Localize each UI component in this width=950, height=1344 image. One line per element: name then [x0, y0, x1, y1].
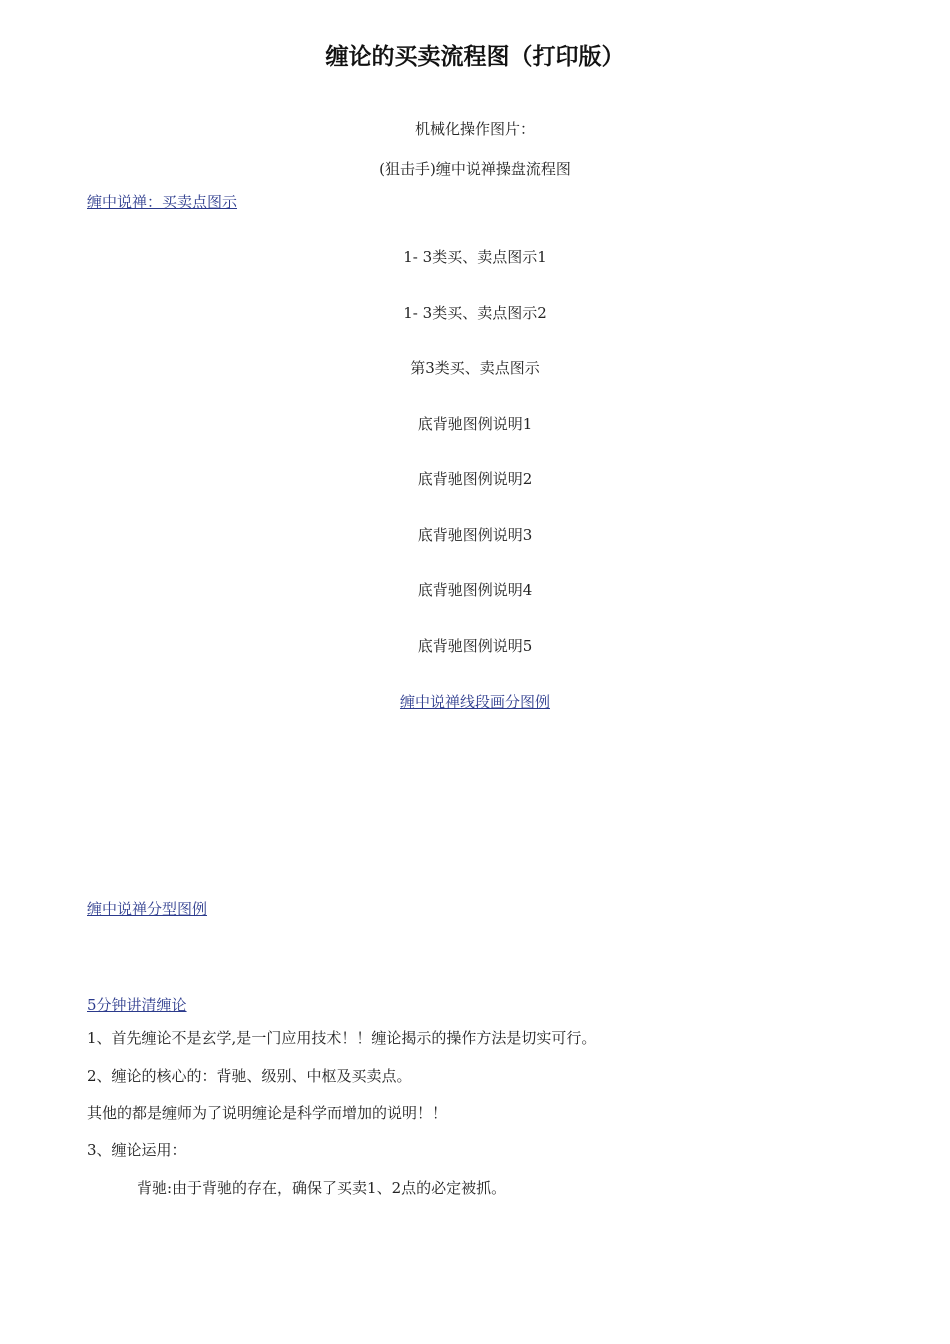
figure-caption-7: 底背驰图例说明4	[417, 581, 533, 599]
paragraph-4: 3、缠论运用：	[87, 1141, 187, 1159]
figure-caption-3: 第3类买、卖点图示	[410, 359, 540, 377]
paragraph-3: 其他的都是缠师为了说明缠论是科学而增加的说明！！	[87, 1104, 448, 1122]
figure-caption-4: 底背驰图例说明1	[417, 415, 533, 433]
subtitle: 机械化操作图片：	[414, 120, 535, 138]
figure-caption-6: 底背驰图例说明3	[417, 526, 533, 544]
buy-sell-points-link[interactable]: 缠中说禅：买卖点图示	[87, 193, 238, 211]
figure-caption-1: 1- 3类买、卖点图示1	[403, 248, 547, 266]
pattern-examples-link[interactable]: 缠中说禅分型图例	[87, 900, 208, 918]
segment-division-link[interactable]: 缠中说禅线段画分图例	[399, 693, 550, 711]
subtitle-flowchart: (狙击手)缠中说禅操盘流程图	[379, 160, 571, 178]
paragraph-1: 1、首先缠论不是玄学,是一门应用技术！！缠论揭示的操作方法是切实可行。	[87, 1029, 597, 1047]
five-minute-intro-link[interactable]: 5分钟讲清缠论	[87, 996, 187, 1014]
figure-caption-2: 1- 3类买、卖点图示2	[403, 304, 547, 322]
figure-caption-8: 底背驰图例说明5	[417, 637, 533, 655]
segment-link-row	[0, 691, 950, 712]
paragraph-divergence: 背驰:由于背驰的存在，确保了买卖1、2点的必定被抓。	[137, 1179, 507, 1197]
figure-caption-5: 底背驰图例说明2	[417, 470, 533, 488]
paragraph-2: 2、缠论的核心的：背驰、级别、中枢及买卖点。	[87, 1067, 412, 1085]
document-title: 缠论的买卖流程图（打印版）	[325, 44, 625, 70]
